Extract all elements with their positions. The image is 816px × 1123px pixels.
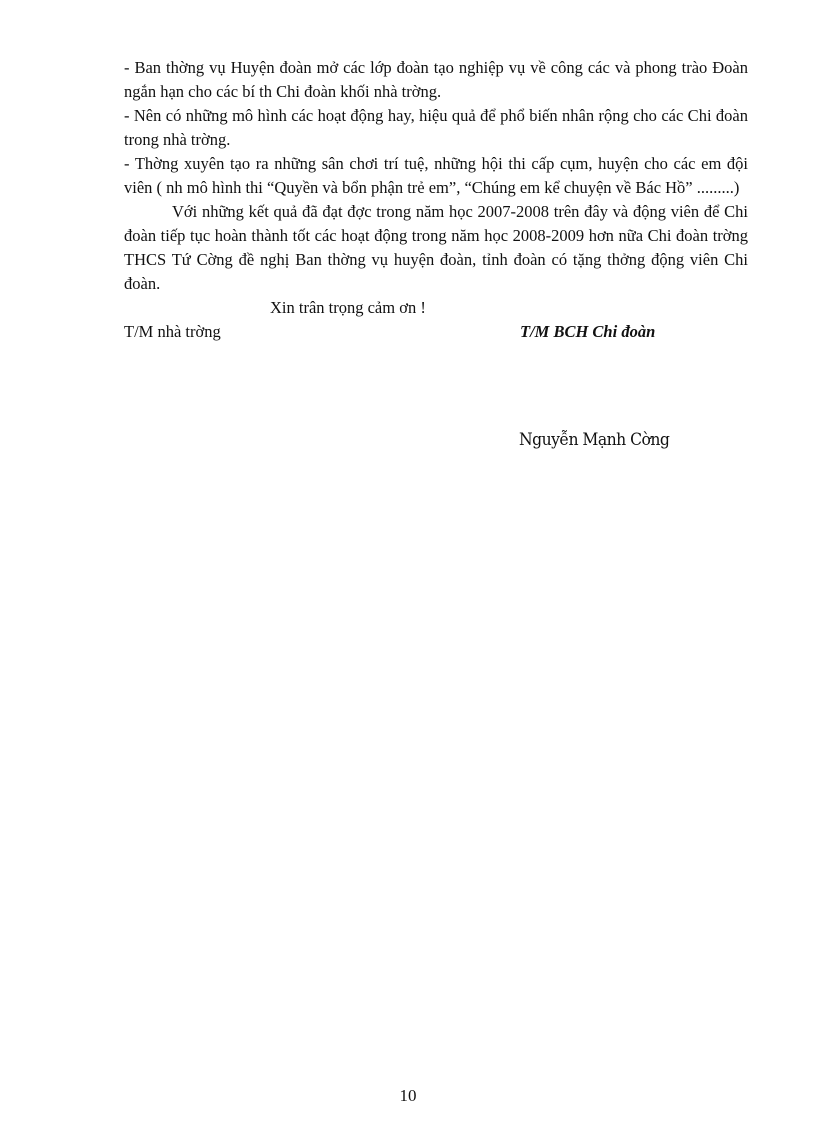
thanks-line: Xin trân trọng cảm ơn ! (270, 298, 426, 317)
bullet-paragraph-contests: - Thờng xuyên tạo ra những sân chơi trí tuệ, những hội thi cấp cụm, huyện cho các em đội viên ( nh mô hình thi “Quyền và bổn phận trẻ em”, “Chúng em kể chuyện về Bác Hồ” .........) (124, 154, 748, 197)
signature-school: T/M nhà trờng (124, 322, 221, 341)
signature-youth-union: T/M BCH Chi đoàn (520, 322, 656, 341)
proposal-paragraph: Với những kết quả đã đạt đợc trong năm học 2007-2008 trên đây và động viên để Chi đoàn tiếp tục hoàn thành tốt các hoạt động trong năm học 2008-2009 hơn nữa Chi đoàn trờng THCS Tứ Cờng đề nghị Ban thờng vụ huyện đoàn, tỉnh đoàn có tặng thởng động viên Chi đoàn. (124, 202, 748, 293)
document-body (124, 56, 748, 344)
signature-row (124, 320, 748, 344)
page-number: 10 (399, 1086, 417, 1105)
signer-name: Nguyễn Mạnh Cờng (519, 430, 670, 450)
bullet-paragraph-training: - Ban thờng vụ Huyện đoàn mở các lớp đoàn tạo nghiệp vụ về công các và phong trào Đoàn ngắn hạn cho các bí th Chi đoàn khối nhà trờng. (124, 58, 748, 101)
bullet-paragraph-models: - Nên có những mô hình các hoạt động hay, hiệu quả để phổ biến nhân rộng cho các Chi đoàn trong nhà trờng. (124, 106, 748, 149)
